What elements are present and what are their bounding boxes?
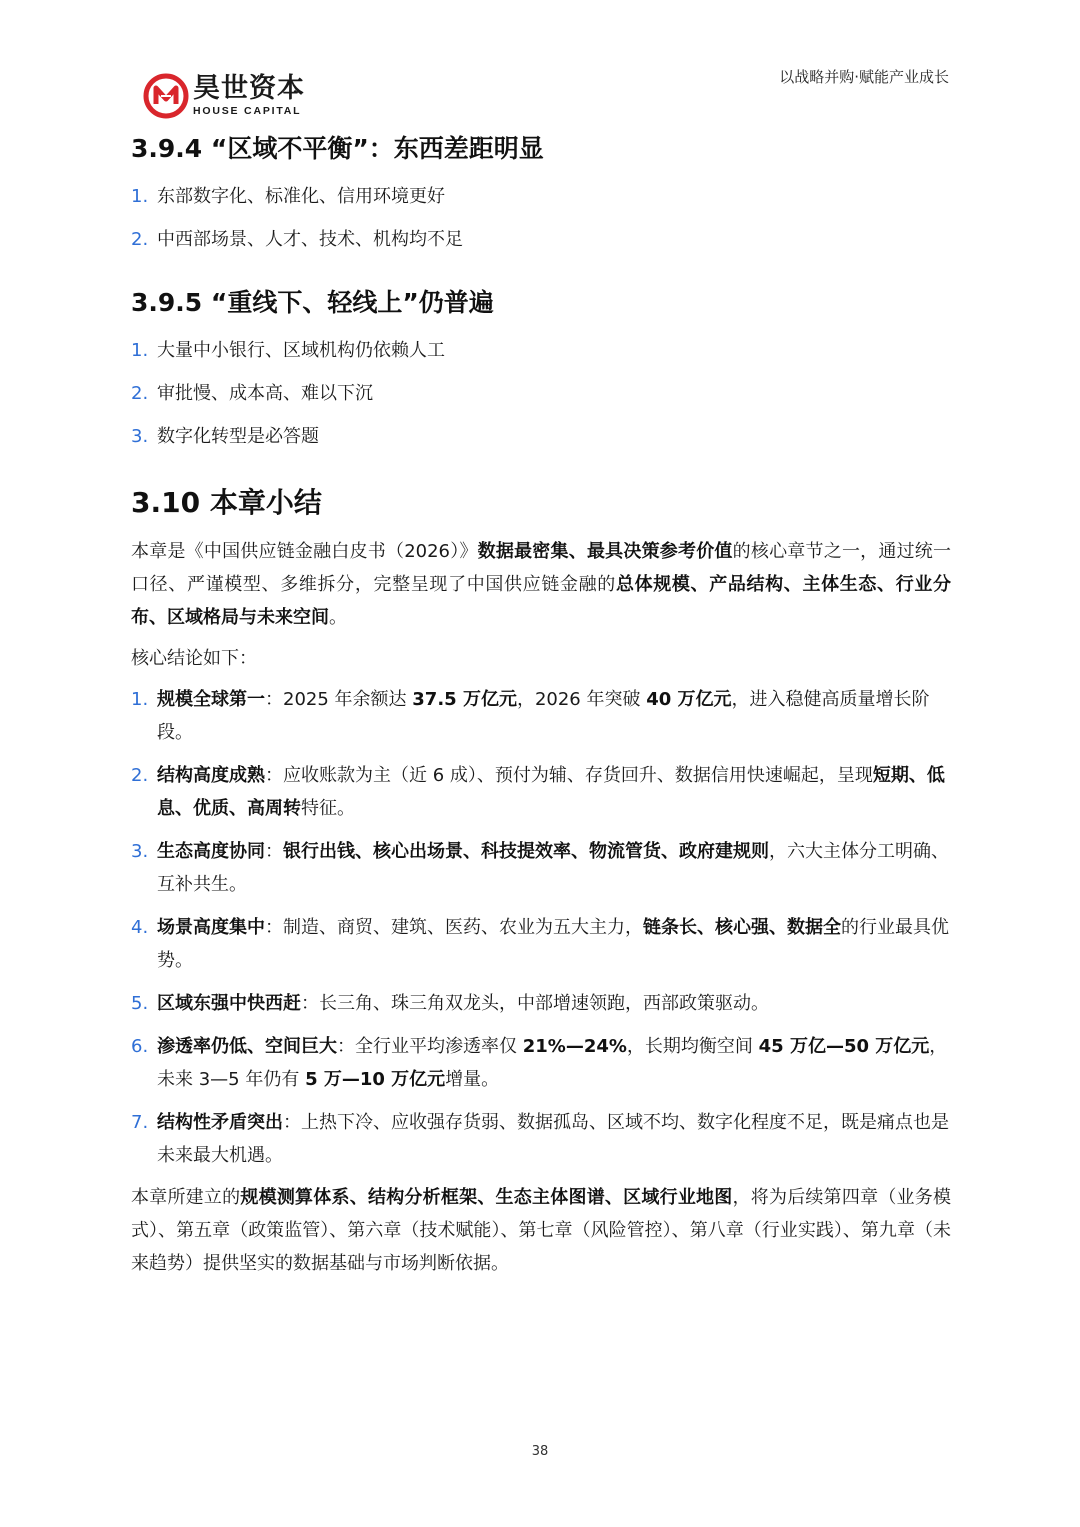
bold-phrase: 区域东强中快西赶 <box>157 993 301 1014</box>
list-text: 数字化转型是必答题 <box>157 426 319 447</box>
text-run: ：制造、商贸、建筑、医药、农业为五大主力， <box>265 917 643 938</box>
text-run: ：2025 年余额达 <box>265 689 413 710</box>
bold-phrase: 结构高度成熟 <box>157 765 265 786</box>
text-run: ，六大主体分工明确、互补共生。 <box>157 841 949 895</box>
list-number: 2. <box>131 383 149 404</box>
bold-phrase: 40 万亿元 <box>646 689 732 710</box>
list-number: 3. <box>131 841 149 862</box>
list-item <box>131 377 951 410</box>
logo-english-name: HOUSE CAPITAL <box>193 105 302 117</box>
company-logo <box>143 70 323 122</box>
list-item <box>131 1030 951 1096</box>
list-text: 东部数字化、标准化、信用环境更好 <box>157 186 445 207</box>
list-text <box>157 987 951 1020</box>
text-run: ，未来 3—5 年仍有 <box>157 1036 948 1090</box>
house-capital-logo-icon <box>143 73 189 119</box>
text-run: ，进入稳健高质量增长阶段。 <box>157 689 930 743</box>
list-number: 6. <box>131 1036 149 1057</box>
header-tagline: 以战略并购·赋能产业成长 <box>779 68 949 86</box>
list-number: 3. <box>131 426 149 447</box>
bold-phrase: 生态高度协同 <box>157 841 265 862</box>
text-run: ：上热下冷、应收强存货弱、数据孤岛、区域不均、数字化程度不足，既是痛点也是未来最大机遇。 <box>157 1112 949 1166</box>
text-run: ：长三角、珠三角双龙头，中部增速领跑，西部政策驱动。 <box>301 993 769 1014</box>
list-text <box>157 1030 951 1096</box>
bold-phrase: 37.5 万亿元 <box>412 689 517 710</box>
list-text <box>157 835 951 901</box>
intro-text: 的核心章节之一，通过统一口径、严谨模型、多维拆分，完整呈现了中国供应链金融的 <box>131 541 952 595</box>
bold-phrase: 45 万亿—50 万亿元 <box>758 1036 930 1057</box>
list-text <box>157 911 951 977</box>
bold-phrase: 链条长、核心强、数据全 <box>643 917 841 938</box>
bold-phrase: 银行出钱、核心出场景、科技提效率、物流管货、政府建规则 <box>283 841 769 862</box>
page-header <box>0 0 1080 125</box>
list-number: 4. <box>131 917 149 938</box>
intro-text: 。 <box>329 607 347 628</box>
page-number: 38 <box>531 1444 549 1459</box>
section-3-9-4-list <box>131 180 951 256</box>
list-number: 1. <box>131 186 149 207</box>
section-3-10-heading: 3.10 本章小结 <box>131 486 322 519</box>
list-text: 大量中小银行、区域机构仍依赖人工 <box>157 340 445 361</box>
list-number: 2. <box>131 229 149 250</box>
intro-bold: 总体规模、产品结构、主体生态、行业分布、区域格局与未来空间 <box>131 574 952 628</box>
list-text: 审批慢、成本高、难以下沉 <box>157 383 373 404</box>
list-item <box>131 835 951 901</box>
bold-phrase: 结构性矛盾突出 <box>157 1112 283 1133</box>
text-run: ： <box>265 841 283 862</box>
bold-phrase: 5 万—10 万亿元 <box>305 1069 446 1090</box>
core-conclusions-label: 核心结论如下： <box>131 648 257 669</box>
list-item <box>131 420 951 453</box>
chapter-summary-closing <box>131 1181 951 1280</box>
list-text: 中西部场景、人才、技术、机构均不足 <box>157 229 463 250</box>
closing-bold: 规模测算体系、结构分析框架、生态主体图谱、区域行业地图 <box>240 1187 733 1208</box>
list-text <box>157 683 951 749</box>
section-3-9-5-heading: 3.9.5 “重线下、轻线上”仍普遍 <box>131 288 494 317</box>
list-text <box>157 759 951 825</box>
text-run: ：全行业平均渗透率仅 <box>337 1036 523 1057</box>
list-item <box>131 180 951 213</box>
intro-bold: 数据最密集、最具决策参考价值 <box>477 541 733 562</box>
list-number: 5. <box>131 993 149 1014</box>
list-item <box>131 1106 951 1172</box>
chapter-summary-intro <box>131 535 951 634</box>
bold-phrase: 渗透率仍低、空间巨大 <box>157 1036 337 1057</box>
section-3-9-5-list <box>131 334 951 453</box>
closing-text: 本章所建立的 <box>131 1187 241 1208</box>
page-content <box>131 128 951 1280</box>
list-text <box>157 1106 951 1172</box>
text-run: 的行业最具优势。 <box>157 917 949 971</box>
list-item <box>131 987 951 1020</box>
list-item <box>131 223 951 256</box>
text-run: 增量。 <box>445 1069 500 1090</box>
text-run: 特征。 <box>301 798 355 819</box>
list-item <box>131 683 951 749</box>
text-run: ，2026 年突破 <box>516 689 647 710</box>
bold-phrase: 短期、低息、优质、高周转 <box>157 765 945 819</box>
text-run: ，长期均衡空间 <box>626 1036 759 1057</box>
bold-phrase: 21%—24% <box>522 1036 627 1057</box>
core-conclusions-list <box>131 683 951 1172</box>
list-item <box>131 759 951 825</box>
bold-phrase: 规模全球第一 <box>157 689 265 710</box>
closing-text: ，将为后续第四章（业务模式）、第五章（政策监管）、第六章（技术赋能）、第七章（风险管控）、第八章（行业实践）、第九章（未来趋势）提供坚实的数据基础与市场判断依据。 <box>131 1187 952 1274</box>
list-item <box>131 334 951 367</box>
list-item <box>131 911 951 977</box>
bold-phrase: 场景高度集中 <box>157 917 265 938</box>
list-number: 7. <box>131 1112 149 1133</box>
list-number: 1. <box>131 340 149 361</box>
logo-chinese-name: 昊世资本 <box>193 73 305 104</box>
intro-text: 本章是《中国供应链金融白皮书（2026）》 <box>131 541 478 562</box>
list-number: 1. <box>131 689 149 710</box>
section-3-9-4-heading: 3.9.4 “区域不平衡”：东西差距明显 <box>131 134 544 163</box>
list-number: 2. <box>131 765 149 786</box>
text-run: ：应收账款为主（近 6 成）、预付为辅、存货回升、数据信用快速崛起，呈现 <box>265 765 873 786</box>
